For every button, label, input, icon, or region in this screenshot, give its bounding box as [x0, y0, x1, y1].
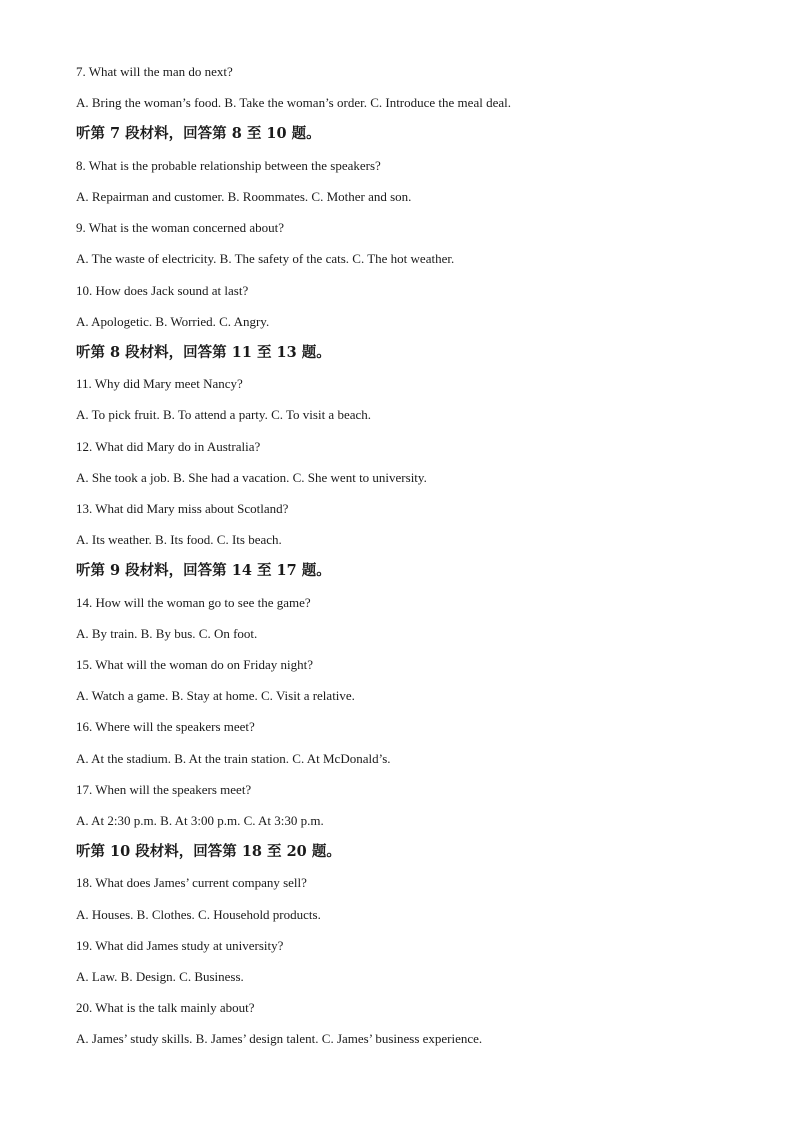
question-17: 17. When will the speakers meet?: [76, 782, 252, 797]
question-18: 18. What does James’ current company sell?: [76, 875, 307, 890]
question-10: 10. How does Jack sound at last?: [76, 283, 249, 298]
section-heading-10: 听第 10 段材料，回答第 18 至 20 题。: [76, 843, 341, 860]
section-heading-9: 听第 9 段材料，回答第 14 至 17 题。: [76, 562, 331, 579]
question-19: 19. What did James study at university?: [76, 938, 284, 953]
question-12: 12. What did Mary do in Australia?: [76, 439, 261, 454]
question-9: 9. What is the woman concerned about?: [76, 220, 285, 235]
options-19: A. Law. B. Design. C. Business.: [76, 969, 244, 984]
options-12: A. She took a job. B. She had a vacation. C. She went to university.: [76, 470, 427, 485]
options-7: A. Bring the woman’s food. B. Take the woman’s order. C. Introduce the meal deal.: [76, 95, 511, 110]
question-13: 13. What did Mary miss about Scotland?: [76, 501, 289, 516]
options-17: A. At 2:30 p.m. B. At 3:00 p.m. C. At 3:30 p.m.: [76, 813, 324, 828]
question-15: 15. What will the woman do on Friday night?: [76, 657, 313, 672]
question-16: 16. Where will the speakers meet?: [76, 719, 255, 734]
question-11: 11. Why did Mary meet Nancy?: [76, 376, 243, 391]
options-14: A. By train. B. By bus. C. On foot.: [76, 626, 258, 641]
section-heading-8: 听第 8 段材料，回答第 11 至 13 题。: [76, 344, 331, 361]
question-20: 20. What is the talk mainly about?: [76, 1000, 255, 1015]
options-18: A. Houses. B. Clothes. C. Household products.: [76, 907, 321, 922]
question-14: 14. How will the woman go to see the game?: [76, 595, 311, 610]
options-10: A. Apologetic. B. Worried. C. Angry.: [76, 314, 270, 329]
options-20: A. James’ study skills. B. James’ design talent. C. James’ business experience.: [76, 1031, 483, 1046]
options-11: A. To pick fruit. B. To attend a party. C. To visit a beach.: [76, 407, 372, 422]
question-8: 8. What is the probable relationship between the speakers?: [76, 158, 381, 173]
options-16: A. At the stadium. B. At the train station. C. At McDonald’s.: [76, 751, 391, 766]
question-7: 7. What will the man do next?: [76, 64, 233, 79]
options-9: A. The waste of electricity. B. The safety of the cats. C. The hot weather.: [76, 251, 455, 266]
options-13: A. Its weather. B. Its food. C. Its beach.: [76, 532, 282, 547]
options-15: A. Watch a game. B. Stay at home. C. Visit a relative.: [76, 688, 355, 703]
section-heading-7: 听第 7 段材料，回答第 8 至 10 题。: [76, 125, 321, 142]
options-8: A. Repairman and customer. B. Roommates. C. Mother and son.: [76, 189, 412, 204]
